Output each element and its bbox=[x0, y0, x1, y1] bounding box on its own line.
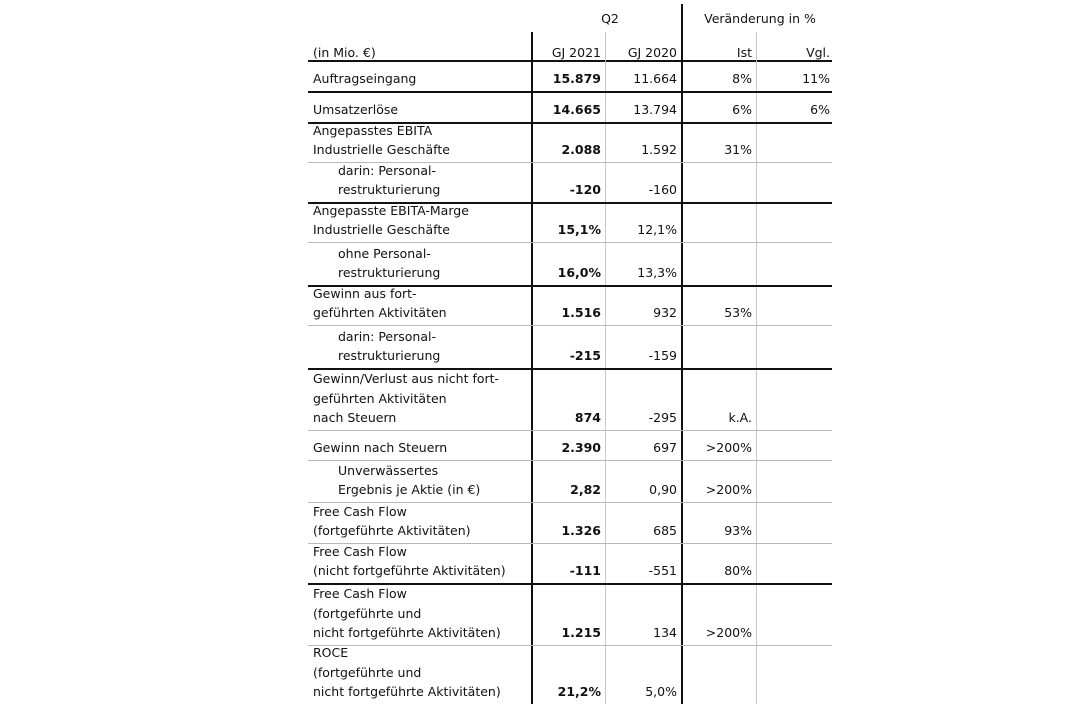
cell-fy2020: -160 bbox=[648, 182, 677, 198]
cell-fy2021: -120 bbox=[569, 182, 601, 198]
cell-fy2021: 16,0% bbox=[557, 265, 601, 281]
cell-actual: 6% bbox=[732, 102, 752, 118]
cell-fy2021: 2,82 bbox=[570, 482, 601, 498]
cell-fy2021: 874 bbox=[574, 410, 601, 426]
header-unit: (in Mio. €) bbox=[313, 45, 376, 60]
cell-fy2021: 15,1% bbox=[557, 222, 601, 238]
row-label: Ergebnis je Aktie (in €) bbox=[338, 482, 481, 498]
cell-fy2021: -111 bbox=[569, 563, 601, 579]
cell-actual: 93% bbox=[724, 523, 752, 539]
cell-comparable: 11% bbox=[802, 71, 830, 87]
cell-fy2021: 2.088 bbox=[561, 142, 601, 158]
row-label: Angepasste EBITA-Marge bbox=[313, 202, 469, 218]
header-change: Veränderung in % bbox=[704, 11, 816, 26]
cell-fy2020: 13,3% bbox=[637, 265, 677, 281]
cell-fy2020: 932 bbox=[653, 305, 677, 321]
row-label: (fortgeführte und bbox=[313, 605, 422, 621]
cell-fy2020: -295 bbox=[648, 410, 677, 426]
cell-actual: 31% bbox=[724, 142, 752, 158]
row-label: Gewinn nach Steuern bbox=[313, 440, 448, 456]
row-label: darin: Personal- bbox=[338, 162, 436, 178]
cell-fy2020: 134 bbox=[653, 625, 677, 641]
row-label: ohne Personal- bbox=[338, 245, 431, 261]
cell-fy2021: 1.215 bbox=[561, 625, 601, 641]
row-label: nicht fortgeführte Aktivitäten) bbox=[313, 625, 501, 641]
cell-fy2020: 12,1% bbox=[637, 222, 677, 238]
cell-actual: >200% bbox=[705, 625, 752, 641]
row-rule bbox=[308, 325, 832, 326]
cell-fy2021: 15.879 bbox=[552, 71, 601, 87]
row-label: nicht fortgeführte Aktivitäten) bbox=[313, 684, 501, 700]
cell-fy2021: 21,2% bbox=[557, 684, 601, 700]
header-fy2021: GJ 2021 bbox=[551, 45, 601, 60]
row-label: Industrielle Geschäfte bbox=[313, 142, 450, 158]
column-rule-change bbox=[681, 4, 683, 704]
cell-comparable: 6% bbox=[810, 102, 830, 118]
row-label: Gewinn/Verlust aus nicht fort- bbox=[313, 371, 500, 387]
header-fy2020: GJ 2020 bbox=[627, 45, 677, 60]
cell-fy2020: 685 bbox=[653, 523, 677, 539]
cell-fy2021: -215 bbox=[569, 348, 601, 364]
row-rule bbox=[308, 645, 832, 646]
cell-fy2020: 13.794 bbox=[633, 102, 677, 118]
cell-actual: k.A. bbox=[728, 410, 752, 426]
row-label: darin: Personal- bbox=[338, 328, 436, 344]
row-label: Free Cash Flow bbox=[313, 543, 407, 559]
row-label: ROCE bbox=[313, 645, 349, 661]
cell-fy2021: 1.326 bbox=[561, 523, 601, 539]
cell-fy2020: 697 bbox=[653, 440, 677, 456]
row-label: Umsatzerlöse bbox=[313, 102, 399, 118]
header-period: Q2 bbox=[601, 11, 619, 26]
cell-fy2021: 2.390 bbox=[561, 440, 601, 456]
row-label: (fortgeführte und bbox=[313, 664, 422, 680]
row-label: restrukturierung bbox=[338, 348, 441, 364]
row-label: Free Cash Flow bbox=[313, 503, 407, 519]
cell-actual: >200% bbox=[705, 440, 752, 456]
row-label: Auftragseingang bbox=[313, 71, 417, 87]
row-label: Industrielle Geschäfte bbox=[313, 222, 450, 238]
cell-actual: >200% bbox=[705, 482, 752, 498]
row-rule bbox=[308, 91, 832, 93]
cell-fy2020: -159 bbox=[648, 348, 677, 364]
row-label: geführten Aktivitäten bbox=[313, 390, 447, 406]
cell-fy2020: 0,90 bbox=[649, 482, 677, 498]
row-label: Angepasstes EBITA bbox=[313, 122, 433, 138]
header-actual: Ist bbox=[736, 45, 752, 60]
cell-actual: 8% bbox=[732, 71, 752, 87]
row-label: Unverwässertes bbox=[338, 462, 439, 478]
row-label: nach Steuern bbox=[313, 410, 397, 426]
row-label: (fortgeführte Aktivitäten) bbox=[313, 523, 471, 539]
header-comparable: Vgl. bbox=[806, 45, 830, 60]
cell-fy2020: 5,0% bbox=[645, 684, 677, 700]
cell-fy2020: 11.664 bbox=[633, 71, 677, 87]
cell-actual: 53% bbox=[724, 305, 752, 321]
row-label: restrukturierung bbox=[338, 182, 441, 198]
row-label: geführten Aktivitäten bbox=[313, 305, 447, 321]
row-label: Gewinn aus fort- bbox=[313, 285, 417, 301]
cell-fy2021: 14.665 bbox=[552, 102, 601, 118]
cell-actual: 80% bbox=[724, 563, 752, 579]
row-label: Free Cash Flow bbox=[313, 586, 407, 602]
cell-fy2020: 1.592 bbox=[641, 142, 677, 158]
row-rule bbox=[308, 242, 832, 243]
row-label: restrukturierung bbox=[338, 265, 441, 281]
header-rule bbox=[308, 60, 832, 62]
row-rule bbox=[308, 430, 832, 431]
cell-fy2020: -551 bbox=[648, 563, 677, 579]
row-label: (nicht fortgeführte Aktivitäten) bbox=[313, 563, 506, 579]
cell-fy2021: 1.516 bbox=[561, 305, 601, 321]
